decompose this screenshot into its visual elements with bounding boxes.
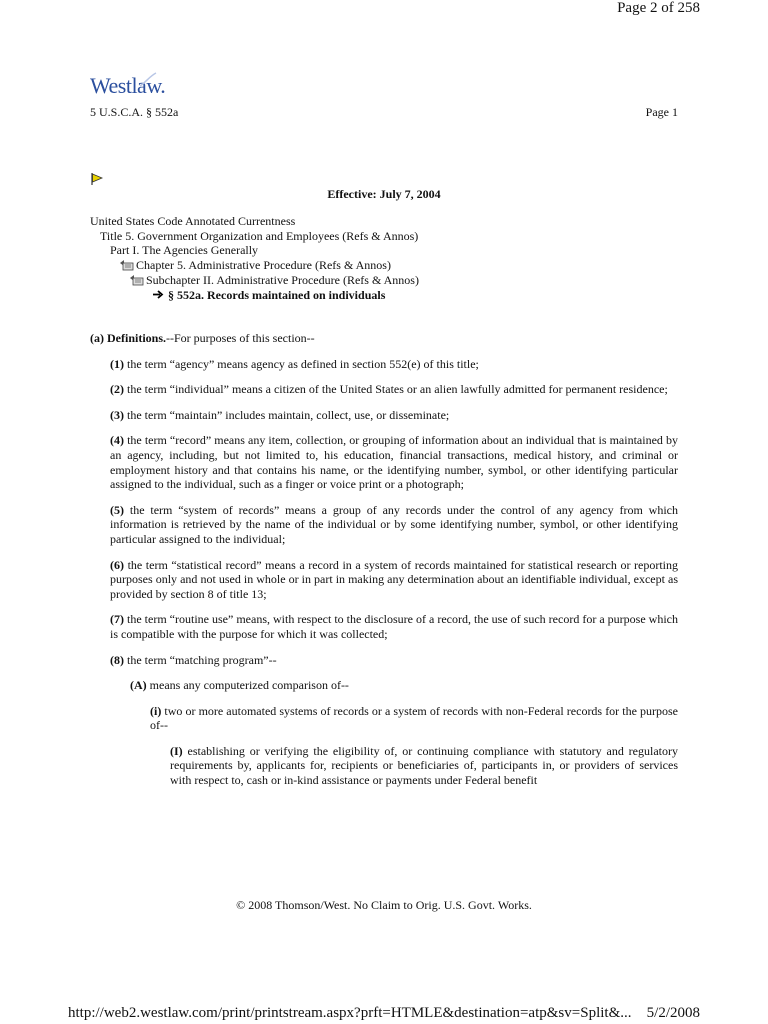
definition-4: (4) the term “record” means any item, collection, or grouping of information about an individual that is maintained by an agency, including, but not limited to, his education, financial transactions, medical history, and criminal or employment history and that contains his name, or the identifying number, symbol, or other identifying particular assigned to the individual, such as a finger or voice print or a photograph; bbox=[110, 433, 678, 492]
print-date: 5/2/2008 bbox=[646, 1005, 700, 1021]
page-label: Page 1 bbox=[645, 105, 678, 119]
effective-date: Effective: July 7, 2004 bbox=[327, 187, 441, 201]
folder-icon bbox=[120, 260, 134, 271]
flag-icon[interactable] bbox=[90, 172, 104, 186]
clause-I: (I) establishing or verifying the eligibility of, or continuing compliance with statutory and regulatory requirements by, applicants for, recipients or beneficiaries of, participants in, or providers of services with respect to, cash or in-kind assistance or payments under Federal benefit bbox=[170, 743, 678, 788]
citation: 5 U.S.C.A. § 552a bbox=[90, 105, 179, 119]
copyright-notice: © 2008 Thomson/West. No Claim to Orig. U.S. Govt. Works. bbox=[236, 898, 532, 912]
toc-title[interactable]: Title 5. Government Organization and Employees (Refs & Annos) bbox=[100, 228, 419, 243]
toc-chapter-label: Chapter 5. Administrative Procedure (Refs & Annos) bbox=[136, 258, 391, 273]
toc-part[interactable]: Part I. The Agencies Generally bbox=[110, 243, 259, 258]
definition-3: (3) the term “maintain” includes maintain, collect, use, or disseminate; bbox=[110, 407, 450, 422]
arrow-right-icon bbox=[153, 290, 165, 299]
toc-root[interactable]: United States Code Annotated Currentness bbox=[90, 214, 296, 228]
definition-5: (5) the term “system of records” means a group of any records under the control of any agency from which information is retrieved by the name of the individual or by some identifying number, symbol, or other identifying particular assigned to the individual; bbox=[110, 502, 678, 546]
westlaw-logo: Westlaw. bbox=[90, 73, 166, 98]
print-url: http://web2.westlaw.com/print/printstream.aspx?prft=HTMLE&destination=atp&sv=Split&... bbox=[68, 1005, 632, 1021]
toc-section-label: § 552a. Records maintained on individuals bbox=[168, 287, 386, 302]
toc-subchapter[interactable] bbox=[90, 273, 419, 288]
toc-chapter[interactable] bbox=[90, 258, 419, 273]
definition-7: (7) the term “routine use” means, with respect to the disclosure of a record, the use of such record for a purpose which is compatible with the purpose for which it was collected; bbox=[110, 612, 678, 641]
clause-i: (i) two or more automated systems of records or a system of records with non-Federal records for the purpose of-- bbox=[150, 703, 678, 733]
definition-6: (6) the term “statistical record” means a record in a system of records maintained for statistical research or reporting purposes only and not used in whole or in part in making any determination about an identifiable individual, except as provided by section 8 of title 13; bbox=[110, 557, 678, 601]
definition-2: (2) the term “individual” means a citizen of the United States or an alien lawfully admitted for permanent residence; bbox=[110, 382, 668, 397]
page-count: Page 2 of 258 bbox=[617, 0, 700, 16]
subsection-a: (a) Definitions.--For purposes of this section-- bbox=[90, 331, 315, 345]
toc-section[interactable] bbox=[90, 288, 419, 303]
table-of-contents bbox=[90, 214, 419, 302]
logo-swoosh-icon bbox=[138, 72, 158, 88]
definition-8: (8) the term “matching program”-- bbox=[110, 652, 277, 667]
statute-body bbox=[90, 331, 678, 799]
toc-subchapter-label: Subchapter II. Administrative Procedure (Refs & Annos) bbox=[146, 272, 419, 287]
definition-1: (1) the term “agency” means agency as defined in section 552(e) of this title; bbox=[110, 356, 479, 371]
clause-A: (A) means any computerized comparison of-- bbox=[130, 678, 349, 693]
folder-icon bbox=[130, 275, 144, 286]
